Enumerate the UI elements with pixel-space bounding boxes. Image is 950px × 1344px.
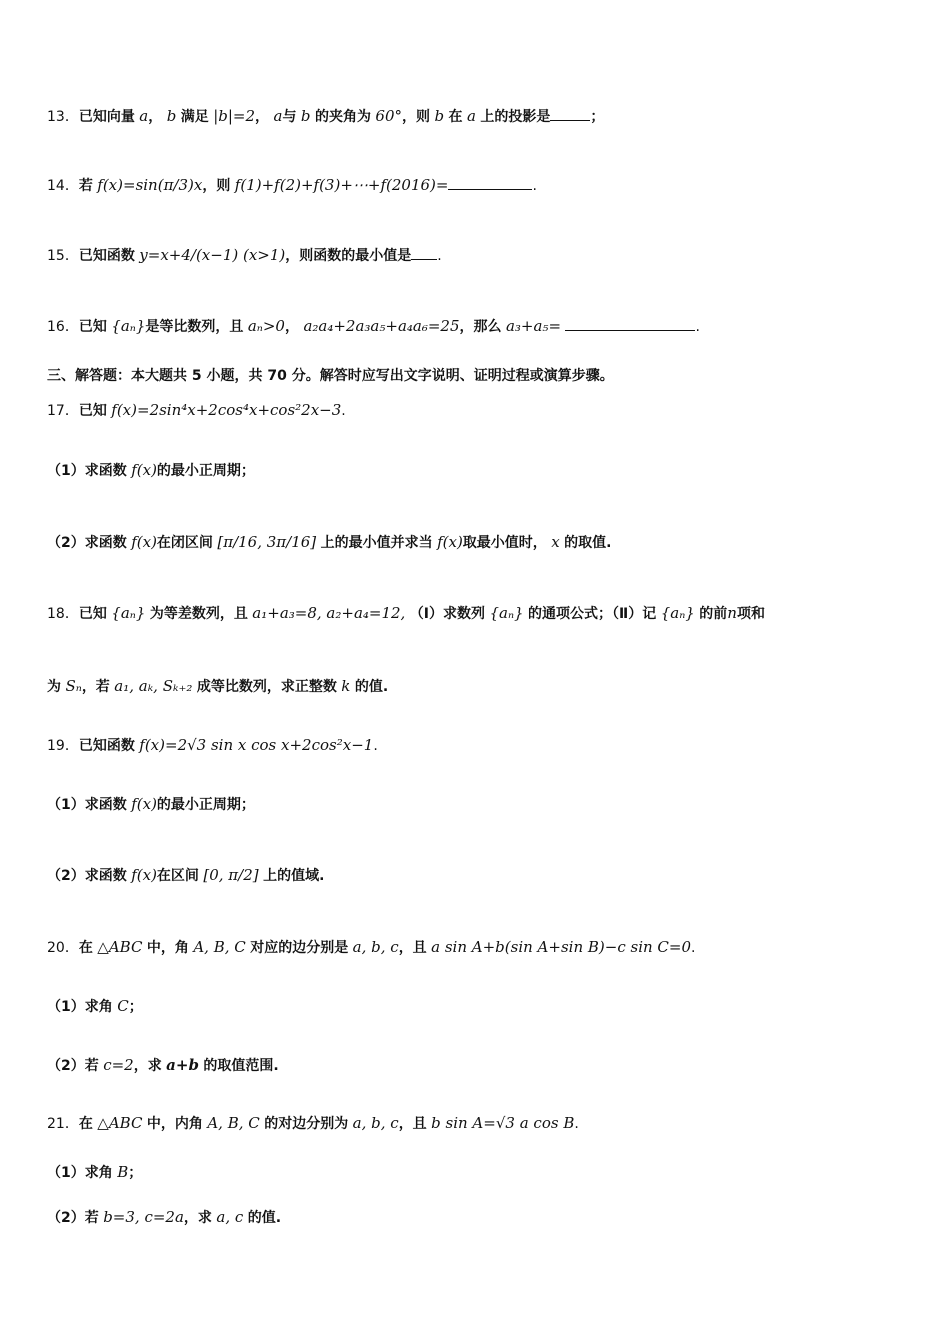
section-title: 三、解答题：本大题共 5 小题，共 70 分。解答时应写出文字说明、证明过程或演算步骤。: [47, 368, 614, 384]
question-20-part-1: （1）求角 C；: [47, 997, 143, 1015]
question-18: 18．已知 {aₙ} 为等差数列，且 a₁+a₃=8, a₂+a₄=12, （Ⅰ）求数列 {aₙ} 的通项公式；（Ⅱ）记 {aₙ} 的前n项和: [47, 604, 765, 622]
question-14: 14．若 f(x)=sin(π/3)x，则 f(1)+f(2)+f(3)+⋯+f(2016)= .: [47, 176, 537, 194]
question-21-part-2: （2）若 b=3, c=2a，求 a, c 的值.: [47, 1208, 282, 1226]
question-19-part-2: （2）求函数 f(x)在区间 [0, π/2] 上的值域.: [47, 866, 325, 884]
question-19: 19．已知函数 f(x)=2√3 sin x cos x+2cos²x−1.: [47, 736, 378, 754]
question-15: 15．已知函数 y=x+4/(x−1) (x>1)，则函数的最小值是 .: [47, 246, 442, 264]
question-17-part-2: （2）求函数 f(x)在闭区间 [π/16, 3π/16] 上的最小值并求当 f(x)取最小值时， x 的取值.: [47, 533, 612, 551]
question-17: 17．已知 f(x)=2sin⁴x+2cos⁴x+cos²2x−3.: [47, 401, 346, 419]
question-16: 16．已知 {aₙ}是等比数列，且 aₙ>0， a₂a₄+2a₃a₅+a₄a₆=25，那么 a₃+a₅= .: [47, 317, 700, 335]
answer-blank: [448, 177, 532, 190]
question-18-cont: 为 Sₙ，若 a₁, aₖ, Sₖ₊₂ 成等比数列，求正整数 k 的值.: [47, 677, 389, 695]
q13-number: 13．: [47, 109, 79, 125]
question-21: 21．在 △ABC 中，内角 A, B, C 的对边分别为 a, b, c，且 b sin A=√3 a cos B.: [47, 1114, 579, 1132]
question-17-part-1: （1）求函数 f(x)的最小正周期；: [47, 461, 255, 479]
question-19-part-1: （1）求函数 f(x)的最小正周期；: [47, 795, 255, 813]
question-20: 20．在 △ABC 中，角 A, B, C 对应的边分别是 a, b, c，且 a sin A+b(sin A+sin B)−c sin C=0.: [47, 938, 696, 956]
answer-blank: [565, 318, 695, 331]
question-20-part-2: （2）若 c=2，求 a+b 的取值范围.: [47, 1056, 279, 1074]
question-21-part-1: （1）求角 B；: [47, 1163, 143, 1181]
question-13: 13．已知向量 a， b 满足 |b|=2， a与 b 的夹角为 60°，则 b 在 a 上的投影是 ；: [47, 107, 605, 125]
answer-blank: [411, 247, 437, 260]
answer-blank: [550, 108, 590, 121]
